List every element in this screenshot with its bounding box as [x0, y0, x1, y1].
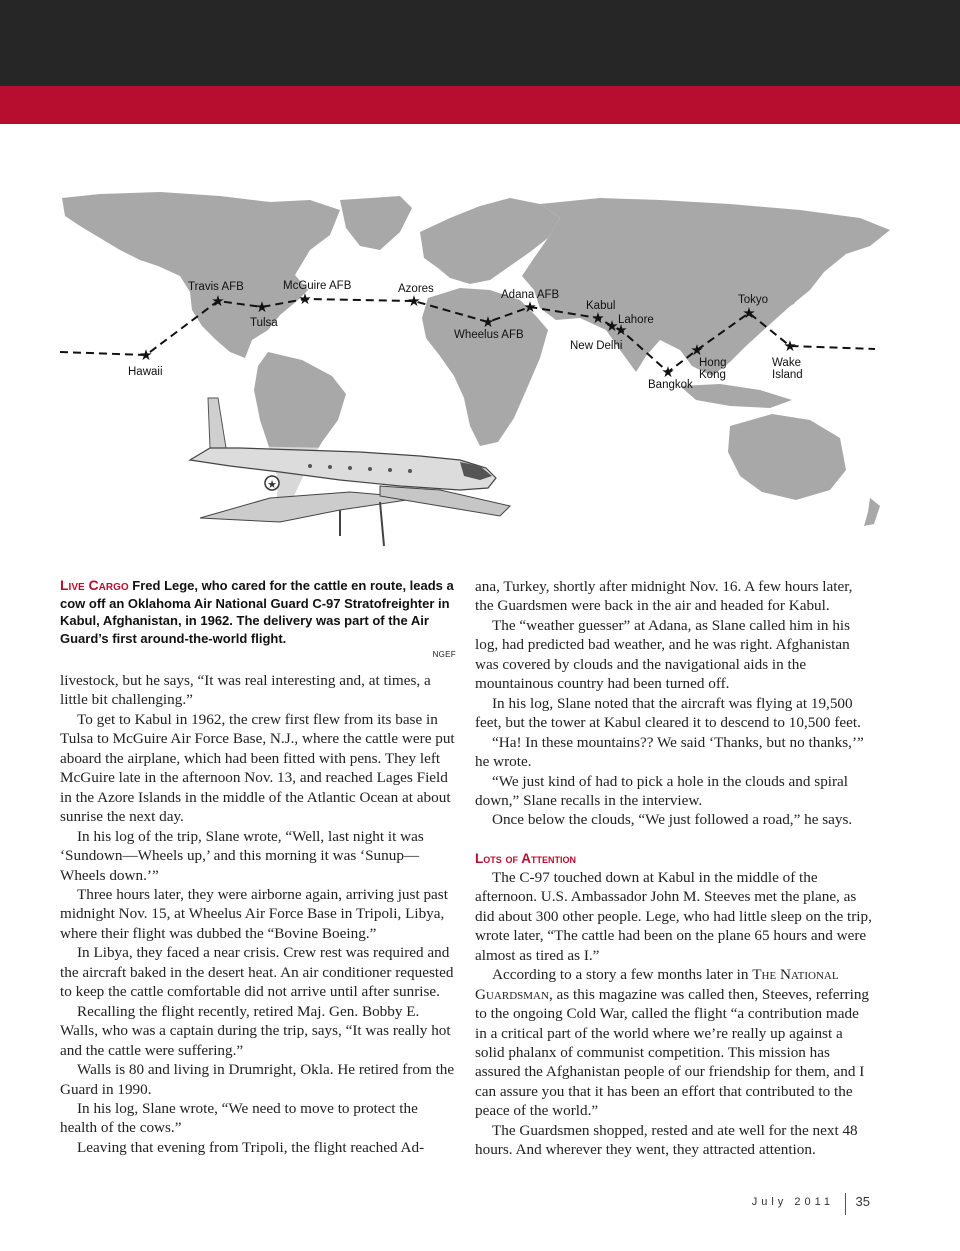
map-label-hawaii: Hawaii [128, 366, 163, 378]
photo-caption [60, 577, 456, 647]
paragraph: The Guardsmen shopped, rested and ate well for the next 48 hours. And wherever they went, they attracted attention. [475, 1121, 858, 1159]
stop-star-icon: ★ [407, 294, 421, 310]
paragraph: “We just kind of had to pick a hole in the clouds and spiral down,” Slane recalls in the interview. [475, 772, 849, 809]
paragraph: To get to Kabul in 1962, the crew first flew from its base in Tulsa to McGuire Air Force Base, N.J., where the cattle were put aboard the airplane, which had been fitted with pens. They left McGuire late in the afternoon Nov. 13, and reached Lages Field in the Azore Islands in the middle of the Atlantic Ocean at about sunrise the next day. [60, 710, 455, 826]
map-label-azores: Azores [398, 283, 434, 295]
map-label-tokyo: Tokyo [738, 294, 769, 306]
paragraph: The “weather guesser” at Adana, as Slane called him in his log, had predicted bad weather, and he was right. Afghanistan was covered by clouds and the navigational aids in the mountainous country had been turned off. [475, 616, 851, 693]
svg-text:★: ★ [267, 479, 277, 491]
stop-star-icon: ★ [211, 294, 225, 310]
stop-star-icon: ★ [614, 323, 628, 339]
footer-divider [845, 1193, 846, 1215]
paragraph: Walls is 80 and living in Drumright, Okla. He retired from the Guard in 1990. [60, 1061, 455, 1098]
stop-star-icon: ★ [742, 306, 756, 322]
stop-star-icon: ★ [690, 343, 704, 359]
section-subhead: Lots of Attention [475, 850, 576, 866]
paragraph: The C-97 touched down at Kabul in the middle of the afternoon. U.S. Ambassador John M. Steeves met the plane, as did about 300 other people. Lege, who had little sleep on the trip, wrote later, “The cattle had been on the plane 65 hours and were almost as tired as I.” [475, 868, 872, 964]
map-label-tulsa: Tulsa [250, 317, 278, 329]
world-route-map [40, 180, 920, 580]
map-label-hong-kong-line1: Hong [699, 357, 727, 369]
map-label-wheelus-afb: Wheelus AFB [454, 329, 524, 341]
issue-date: July 2011 [751, 1196, 834, 1208]
paragraph: livestock, but he says, “It was real interesting and, at times, a little bit challenging.” [60, 672, 431, 709]
stop-star-icon: ★ [661, 365, 675, 381]
map-label-travis-afb: Travis AFB [188, 281, 244, 293]
paragraph: ana, Turkey, shortly after midnight Nov. 16. A few hours later, the Guardsmen were back in the air and headed for Kabul. [475, 578, 853, 615]
map-label-lahore: Lahore [618, 314, 654, 326]
stop-star-icon: ★ [139, 348, 153, 364]
stop-star-icon: ★ [523, 300, 537, 316]
paragraph: Recalling the flight recently, retired Maj. Gen. Bobby E. Walls, who was a captain during the trip, says, “It was really hot and the cattle were suffering.” [60, 1002, 451, 1059]
photo-credit: NGEF [432, 650, 456, 659]
paragraph: Three hours later, they were airborne again, arriving just past midnight Nov. 15, at Wheelus Air Force Base in Tripoli, Libya, where their flight was dubbed the “Bovine Boeing.” [60, 885, 448, 942]
stop-star-icon: ★ [481, 315, 495, 331]
paragraph-text: According to a story a few months later in [492, 966, 753, 984]
paragraph: In Libya, they faced a near crisis. Crew rest was required and the aircraft baked in the desert heat. An air conditioner requested to keep the cattle comfortable did not arrive until after sunrise. [60, 944, 454, 1001]
map-label-bangkok: Bangkok [648, 379, 693, 391]
paragraph: In his log of the trip, Slane wrote, “Well, last night it was ‘Sundown—Wheels up,’ and this morning it was ‘Sunup—Wheels down.’” [60, 827, 424, 884]
paragraph [475, 965, 873, 1121]
map-label-mcguire-afb: McGuire AFB [283, 280, 352, 292]
map-label-kabul: Kabul [586, 300, 616, 312]
magazine-title: The National Guardsman [475, 966, 839, 1003]
stop-star-icon: ★ [298, 292, 312, 308]
map-label-wake-island-line1: Wake [772, 357, 801, 369]
stop-star-icon: ★ [783, 339, 797, 355]
page-footer [720, 1193, 870, 1213]
page-number: 35 [855, 1194, 870, 1209]
map-label-wake-island-line2: Island [772, 369, 803, 381]
caption-kicker: Live Cargo [60, 577, 129, 593]
paragraph: In his log, Slane wrote, “We need to move to protect the health of the cows.” [60, 1099, 418, 1137]
c97-aircraft-photo [180, 396, 510, 546]
map-label-new-delhi: New Delhi [570, 340, 623, 352]
caption-text: Fred Lege, who cared for the cattle en route, leads a cow off an Oklahoma Air National Guard C-97 Stratofreighter in Kabul, Afghanistan, in 1962. The delivery was part of the Air Guard’s first around-the-world flight. [60, 578, 454, 646]
article-column-left [60, 671, 456, 1157]
paragraph: Leaving that evening from Tripoli, the flight reached Ad- [77, 1138, 425, 1156]
paragraph: Once below the clouds, “We just followed a road,” he says. [492, 811, 853, 829]
stop-star-icon: ★ [255, 300, 269, 316]
paragraph: “Ha! In these mountains?? We said ‘Thanks, but no thanks,’” he wrote. [475, 733, 864, 771]
paragraph-text: , as this magazine was called then, Steeves, referring to the ongoing Cold War, called the flight “a contribution made in a critical part of the world where we’re really up against a solid phalanx of communist competition. This mission has assured the Afghanistan people of our friendship for them, and I can assure you that it has been an effort that contributed to the peace of the world.” [475, 985, 870, 1120]
map-label-adana-afb: Adana AFB [501, 289, 560, 301]
map-label-hong-kong-line2: Kong [699, 369, 726, 381]
stop-star-icon: ★ [591, 311, 605, 327]
stop-star-icon: ★ [605, 319, 619, 335]
header-red-band [0, 86, 960, 124]
paragraph: In his log, Slane noted that the aircraft was flying at 19,500 feet, but the tower at Kabul cleared it to descend to 10,500 feet. [475, 694, 861, 732]
header-dark-band [0, 0, 960, 86]
article-column-right [475, 577, 873, 1160]
